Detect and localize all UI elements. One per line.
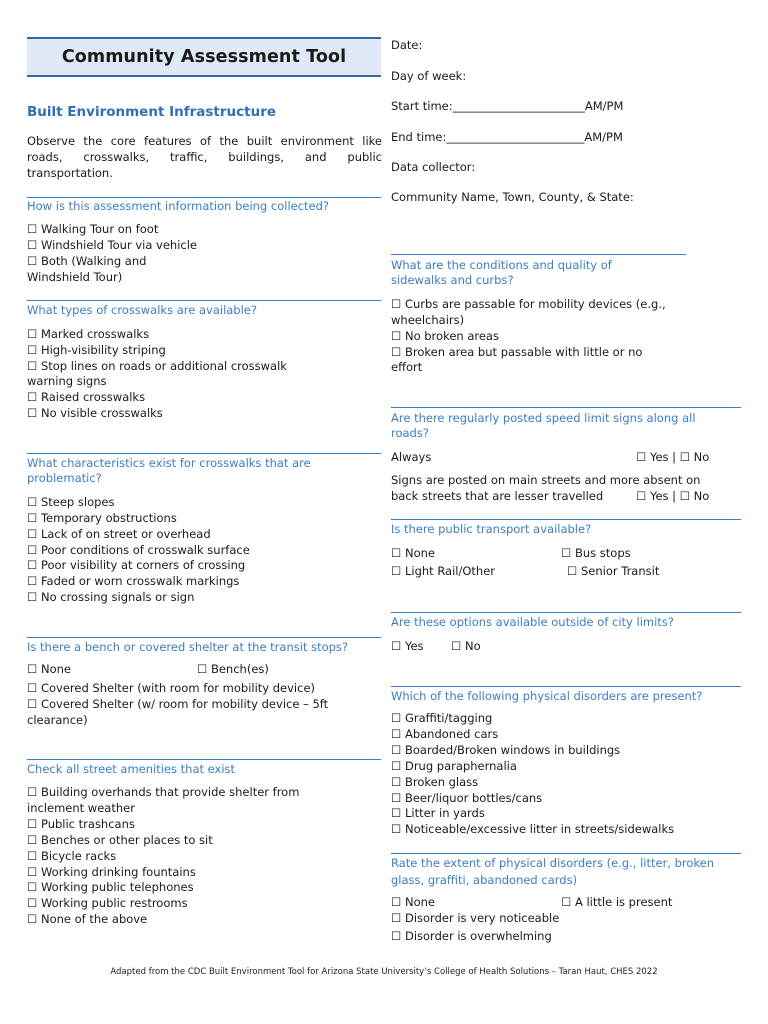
option-benches[interactable]: ☐ Bench(es) — [197, 662, 269, 676]
option-marked-crosswalks[interactable]: ☐ Marked crosswalks — [27, 327, 150, 341]
option-broken-passable-cont: effort — [391, 360, 423, 374]
option-disorder-little[interactable]: ☐ A little is present — [561, 895, 673, 909]
question-sidewalks-line2: sidewalks and curbs? — [391, 273, 514, 287]
option-bicycle-racks[interactable]: ☐ Bicycle racks — [27, 849, 117, 863]
label-always: Always — [391, 450, 432, 464]
option-disorder-none[interactable]: ☐ None — [391, 895, 435, 909]
option-windshield-tour[interactable]: ☐ Windshield Tour via vehicle — [27, 238, 198, 252]
option-abandoned-cars[interactable]: ☐ Abandoned cars — [391, 727, 499, 741]
option-covered-shelter-5ft-cont: clearance) — [27, 713, 88, 727]
option-no-visible-crosswalks[interactable]: ☐ No visible crosswalks — [27, 406, 163, 420]
option-lack-street[interactable]: ☐ Lack of on street or overhead — [27, 527, 211, 541]
option-raised-crosswalks[interactable]: ☐ Raised crosswalks — [27, 390, 146, 404]
option-transport-none[interactable]: ☐ None — [391, 546, 435, 560]
option-poor-visibility[interactable]: ☐ Poor visibility at corners of crossing — [27, 558, 246, 572]
question-disorder-extent-line2: glass, graffiti, abandoned cards) — [391, 873, 578, 887]
option-posted-yes-no[interactable]: ☐ Yes | ☐ No — [636, 489, 710, 503]
option-curbs-passable[interactable]: ☐ Curbs are passable for mobility devices (e.g., — [391, 297, 666, 311]
option-public-trashcans[interactable]: ☐ Public trashcans — [27, 817, 135, 831]
question-outside-city: Are these options available outside of city limits? — [391, 615, 674, 629]
option-bus-stops[interactable]: ☐ Bus stops — [561, 546, 631, 560]
question-public-transport: Is there public transport available? — [391, 522, 592, 536]
option-benches-sit[interactable]: ☐ Benches or other places to sit — [27, 833, 213, 847]
option-excessive-litter[interactable]: ☐ Noticeable/excessive litter in streets/sidewalks — [391, 822, 675, 836]
option-both-tours-cont: Windshield Tour) — [27, 270, 123, 284]
option-public-telephones[interactable]: ☐ Working public telephones — [27, 880, 194, 894]
question-speed-signs-line1: Are there regularly posted speed limit signs along all — [391, 411, 696, 425]
question-divider — [391, 407, 741, 408]
data-collector-field[interactable]: Data collector: — [391, 160, 476, 174]
option-poor-surface[interactable]: ☐ Poor conditions of crosswalk surface — [27, 543, 250, 557]
option-broken-glass[interactable]: ☐ Broken glass — [391, 775, 479, 789]
option-high-visibility[interactable]: ☐ High-visibility striping — [27, 343, 166, 357]
option-drinking-fountains[interactable]: ☐ Working drinking fountains — [27, 865, 196, 879]
question-problematic-line2: problematic? — [27, 471, 102, 485]
option-no-broken-areas[interactable]: ☐ No broken areas — [391, 329, 499, 343]
section-title: Built Environment Infrastructure — [27, 104, 277, 120]
question-divider — [27, 300, 381, 301]
question-speed-signs-line2: roads? — [391, 426, 429, 440]
label-signs-posted-line1: Signs are posted on main streets and more absent on — [391, 473, 701, 487]
date-field[interactable]: Date: — [391, 38, 423, 52]
option-steep-slopes[interactable]: ☐ Steep slopes — [27, 495, 115, 509]
question-sidewalks-line1: What are the conditions and quality of — [391, 258, 612, 272]
label-signs-posted-line2: back streets that are lesser travelled — [391, 489, 604, 503]
option-broken-windows[interactable]: ☐ Boarded/Broken windows in buildings — [391, 743, 621, 757]
option-outside-no[interactable]: ☐ No — [451, 639, 481, 653]
option-covered-shelter[interactable]: ☐ Covered Shelter (with room for mobility device) — [27, 681, 316, 695]
question-problematic-line1: What characteristics exist for crosswalks that are — [27, 456, 311, 470]
day-of-week-field[interactable]: Day of week: — [391, 69, 467, 83]
question-crosswalk-types: What types of crosswalks are available? — [27, 303, 257, 317]
option-graffiti[interactable]: ☐ Graffiti/tagging — [391, 711, 493, 725]
option-covered-shelter-5ft[interactable]: ☐ Covered Shelter (w/ room for mobility device – 5ft — [27, 697, 329, 711]
question-divider — [27, 453, 381, 454]
option-disorder-noticeable[interactable]: ☐ Disorder is very noticeable — [391, 911, 560, 925]
option-outside-yes[interactable]: ☐ Yes — [391, 639, 424, 653]
option-public-restrooms[interactable]: ☐ Working public restrooms — [27, 896, 188, 910]
question-divider — [391, 519, 741, 520]
question-divider — [27, 197, 381, 198]
option-bottles-cans[interactable]: ☐ Beer/liquor bottles/cans — [391, 791, 543, 805]
option-building-overhangs[interactable]: ☐ Building overhands that provide shelter from — [27, 785, 300, 799]
option-litter-yards[interactable]: ☐ Litter in yards — [391, 806, 485, 820]
option-building-overhangs-cont: inclement weather — [27, 801, 135, 815]
option-stop-lines[interactable]: ☐ Stop lines on roads or additional crosswalk — [27, 359, 287, 373]
option-both-tours[interactable]: ☐ Both (Walking and — [27, 254, 147, 268]
question-divider — [391, 686, 741, 687]
question-divider — [27, 637, 381, 638]
option-light-rail[interactable]: ☐ Light Rail/Other — [391, 564, 496, 578]
option-disorder-overwhelming[interactable]: ☐ Disorder is overwhelming — [391, 929, 552, 943]
question-bench-shelter: Is there a bench or covered shelter at the transit stops? — [27, 640, 349, 654]
intro-text: Observe the core features of the built environment like roads, crosswalks, traffic, buildings, and public transportation. — [27, 134, 382, 180]
option-drug-paraphernalia[interactable]: ☐ Drug paraphernalia — [391, 759, 517, 773]
option-walking-tour[interactable]: ☐ Walking Tour on foot — [27, 222, 159, 236]
option-senior-transit[interactable]: ☐ Senior Transit — [567, 564, 660, 578]
title-box — [27, 37, 381, 77]
option-no-signals[interactable]: ☐ No crossing signals or sign — [27, 590, 195, 604]
option-temporary-obstructions[interactable]: ☐ Temporary obstructions — [27, 511, 177, 525]
start-time-field[interactable]: Start time:_______________________AM/PM — [391, 99, 624, 113]
option-bench-none[interactable]: ☐ None — [27, 662, 71, 676]
question-physical-disorders: Which of the following physical disorders are present? — [391, 689, 703, 703]
question-divider — [391, 853, 741, 854]
question-divider — [27, 759, 381, 760]
option-stop-lines-cont: warning signs — [27, 374, 107, 388]
question-divider — [391, 612, 741, 613]
option-curbs-passable-cont: wheelchairs) — [391, 313, 465, 327]
community-underline — [391, 254, 686, 255]
option-none-of-above[interactable]: ☐ None of the above — [27, 912, 148, 926]
question-street-amenities: Check all street amenities that exist — [27, 762, 236, 776]
option-always-yes-no[interactable]: ☐ Yes | ☐ No — [636, 450, 710, 464]
page-title: Community Assessment Tool — [61, 47, 347, 67]
community-name-field[interactable]: Community Name, Town, County, & State: — [391, 190, 634, 204]
option-broken-passable[interactable]: ☐ Broken area but passable with little or no — [391, 345, 643, 359]
end-time-field[interactable]: End time:________________________AM/PM — [391, 130, 623, 144]
option-faded-markings[interactable]: ☐ Faded or worn crosswalk markings — [27, 574, 240, 588]
question-disorder-extent-line1: Rate the extent of physical disorders (e.g., litter, broken — [391, 856, 715, 870]
question-collection-method: How is this assessment information being collected? — [27, 199, 330, 213]
footer-credit: Adapted from the CDC Built Environment Tool for Arizona State University’s College of Health Solutions – Taran Haut, CHES 2022 — [110, 967, 658, 977]
